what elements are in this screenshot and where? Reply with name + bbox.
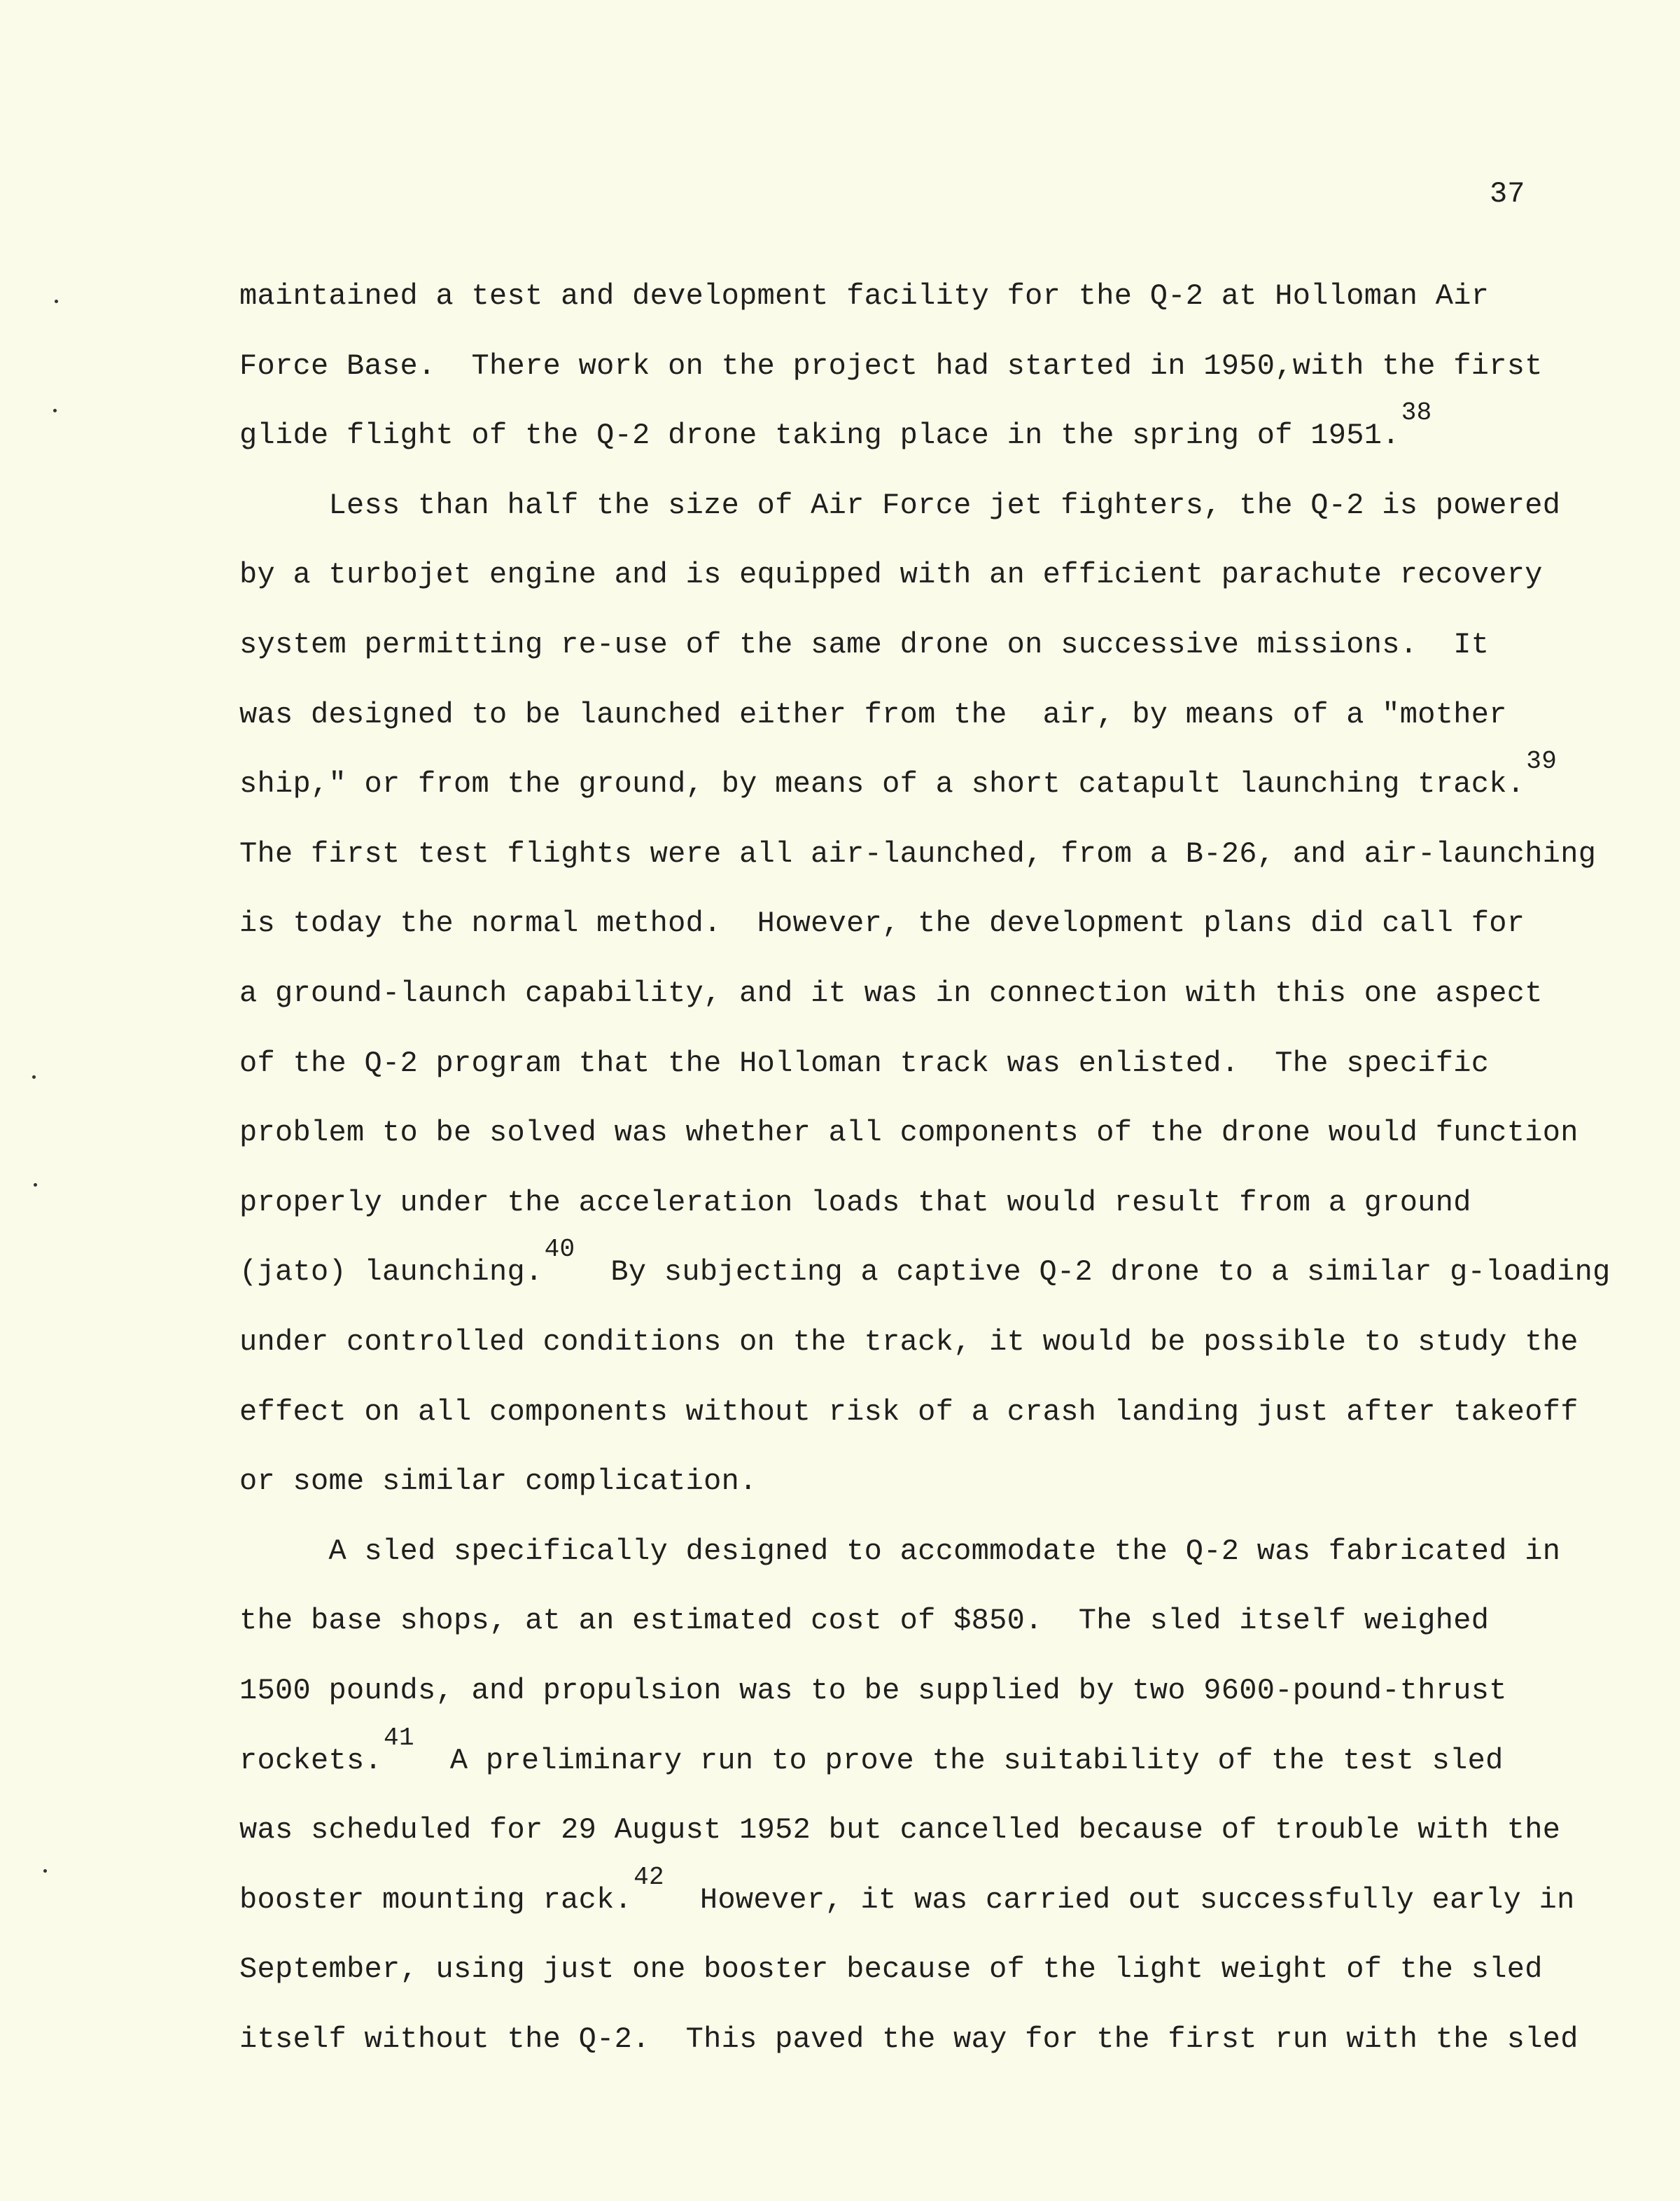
text-line <box>239 1863 1575 1919</box>
line-text: rockets. <box>239 1744 383 1777</box>
line-text: system permitting re-use of the same drone on successive missions. It <box>239 628 1490 662</box>
text-line <box>239 627 1489 662</box>
line-text: properly under the acceleration loads that would result from a ground <box>239 1186 1471 1220</box>
line-text: is today the normal method. However, the development plans did call for <box>239 907 1525 940</box>
line-text: of the Q-2 program that the Holloman track was enlisted. The specific <box>239 1047 1490 1080</box>
text-line <box>239 1115 1578 1150</box>
line-text: a ground-launch capability, and it was in connection with this one aspect <box>239 977 1543 1010</box>
text-line <box>239 1464 757 1499</box>
line-text: itself without the Q-2. This paved the way for the first run with the sled <box>239 2022 1578 2056</box>
text-line <box>239 1812 1560 1847</box>
footnote-reference: 40 <box>544 1235 575 1264</box>
text-line <box>239 1952 1543 1987</box>
text-line <box>239 1724 1504 1780</box>
line-text-continued: A preliminary run to prove the suitability of the test sled <box>414 1744 1504 1777</box>
line-text: maintained a test and development facility for the Q-2 at Holloman Air <box>239 279 1490 313</box>
line-text-continued: However, it was carried out successfully early in <box>664 1883 1575 1917</box>
line-text: effect on all components without risk of a crash landing just after takeoff <box>239 1395 1578 1429</box>
text-line <box>239 1046 1489 1081</box>
footnote-reference: 41 <box>384 1724 414 1752</box>
line-text: under controlled conditions on the track, it would be possible to study the <box>239 1325 1578 1359</box>
line-text: A sled specifically designed to accommodate the Q-2 was fabricated in <box>239 1535 1561 1568</box>
margin-speck <box>43 1869 47 1873</box>
line-text: booster mounting rack. <box>239 1883 633 1917</box>
line-text: or some similar complication. <box>239 1465 757 1498</box>
text-line <box>239 488 1560 523</box>
text-line <box>239 2022 1578 2057</box>
text-line <box>239 1534 1560 1569</box>
line-text: The first test flights were all air-launched, from a B-26, and air-launching <box>239 837 1597 871</box>
line-text: was scheduled for 29 August 1952 but cancelled because of trouble with the <box>239 1813 1561 1847</box>
line-text: Force Base. There work on the project had started in 1950,with the first <box>239 349 1543 383</box>
text-line <box>239 1603 1489 1638</box>
line-text: glide flight of the Q-2 drone taking place in the spring of 1951. <box>239 419 1400 452</box>
footnote-reference: 38 <box>1401 398 1432 427</box>
text-line <box>239 1235 1611 1291</box>
line-text: September, using just one booster because of the light weight of the sled <box>239 1952 1543 1986</box>
margin-speck <box>32 1075 36 1079</box>
text-line <box>239 279 1489 314</box>
line-text: problem to be solved was whether all components of the drone would function <box>239 1116 1578 1150</box>
text-line <box>239 906 1525 941</box>
text-line <box>239 976 1543 1011</box>
text-line <box>239 1185 1471 1220</box>
line-text-continued: By subjecting a captive Q-2 drone to a similar g-loading <box>575 1255 1611 1289</box>
line-text: the base shops, at an estimated cost of $850. The sled itself weighed <box>239 1604 1490 1637</box>
text-line <box>239 747 1558 803</box>
text-line <box>239 697 1507 732</box>
text-line <box>239 1325 1578 1360</box>
text-line <box>239 557 1543 592</box>
line-text: 1500 pounds, and propulsion was to be supplied by two 9600-pound-thrust <box>239 1674 1507 1707</box>
line-text: Less than half the size of Air Force jet fighters, the Q-2 is powered <box>239 489 1561 522</box>
footnote-reference: 42 <box>634 1863 664 1892</box>
margin-speck <box>55 300 58 303</box>
text-line <box>239 1673 1507 1708</box>
page-number: 37 <box>1490 177 1525 211</box>
line-text: by a turbojet engine and is equipped with an efficient parachute recovery <box>239 558 1543 592</box>
text-line <box>239 349 1543 384</box>
text-line <box>239 398 1432 454</box>
line-text: was designed to be launched either from the air, by means of a "mother <box>239 698 1507 732</box>
footnote-reference: 39 <box>1526 747 1558 776</box>
margin-speck <box>34 1183 37 1187</box>
text-line <box>239 837 1596 872</box>
line-text: (jato) launching. <box>239 1255 543 1289</box>
margin-speck <box>53 409 57 412</box>
line-text: ship," or from the ground, by means of a short catapult launching track. <box>239 767 1525 801</box>
text-line <box>239 1395 1578 1430</box>
